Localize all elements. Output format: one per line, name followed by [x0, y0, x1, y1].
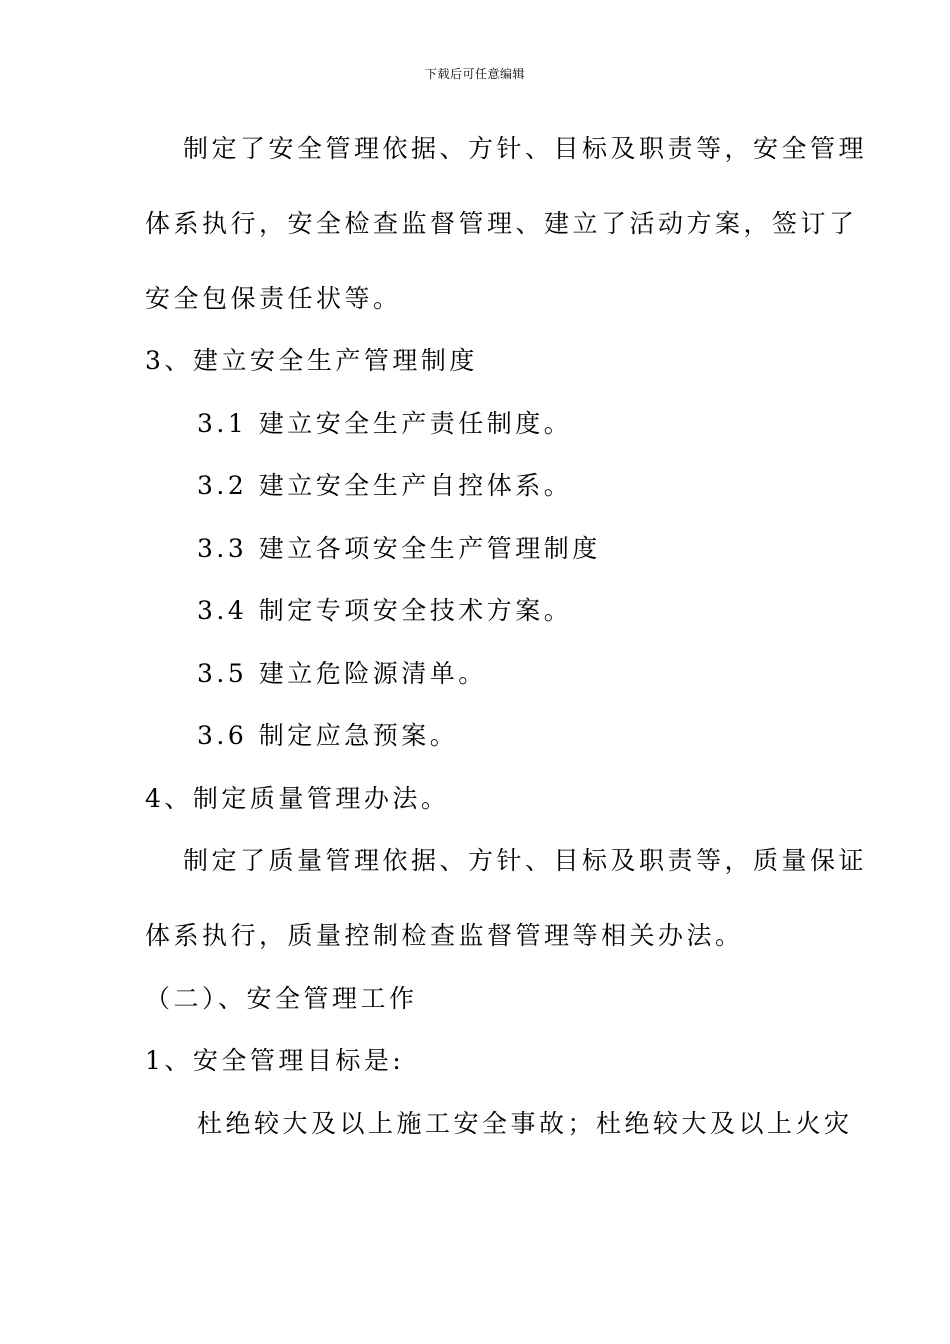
- paragraph-line: 体系执行，安全检查监督管理、建立了活动方案，签订了: [145, 209, 858, 238]
- section-heading: 3、建立安全生产管理制度: [145, 346, 478, 375]
- section-heading: 4、制定质量管理办法。: [145, 784, 450, 813]
- section-heading: （二）、安全管理工作: [145, 984, 418, 1013]
- list-item: 3.6 制定应急预案。: [197, 721, 459, 750]
- list-item: 3.4 制定专项安全技术方案。: [197, 596, 573, 625]
- list-item: 3.5 建立危险源清单。: [197, 659, 487, 688]
- list-item: 3.1 建立安全生产责任制度。: [197, 409, 573, 438]
- paragraph-line: 杜绝较大及以上施工安全事故；杜绝较大及以上火灾: [197, 1109, 853, 1138]
- header-note: 下载后可任意编辑: [424, 67, 525, 81]
- paragraph-line: 安全包保责任状等。: [145, 284, 402, 313]
- list-item: 3.3 建立各项安全生产管理制度: [197, 534, 601, 563]
- paragraph-line: 体系执行，质量控制检查监督管理等相关办法。: [145, 921, 744, 950]
- paragraph-line: 制定了安全管理依据、方针、目标及职责等，安全管理: [183, 134, 868, 163]
- section-heading: 1、安全管理目标是:: [145, 1046, 405, 1075]
- paragraph-line: 制定了质量管理依据、方针、目标及职责等，质量保证: [183, 846, 868, 875]
- list-item: 3.2 建立安全生产自控体系。: [197, 471, 573, 500]
